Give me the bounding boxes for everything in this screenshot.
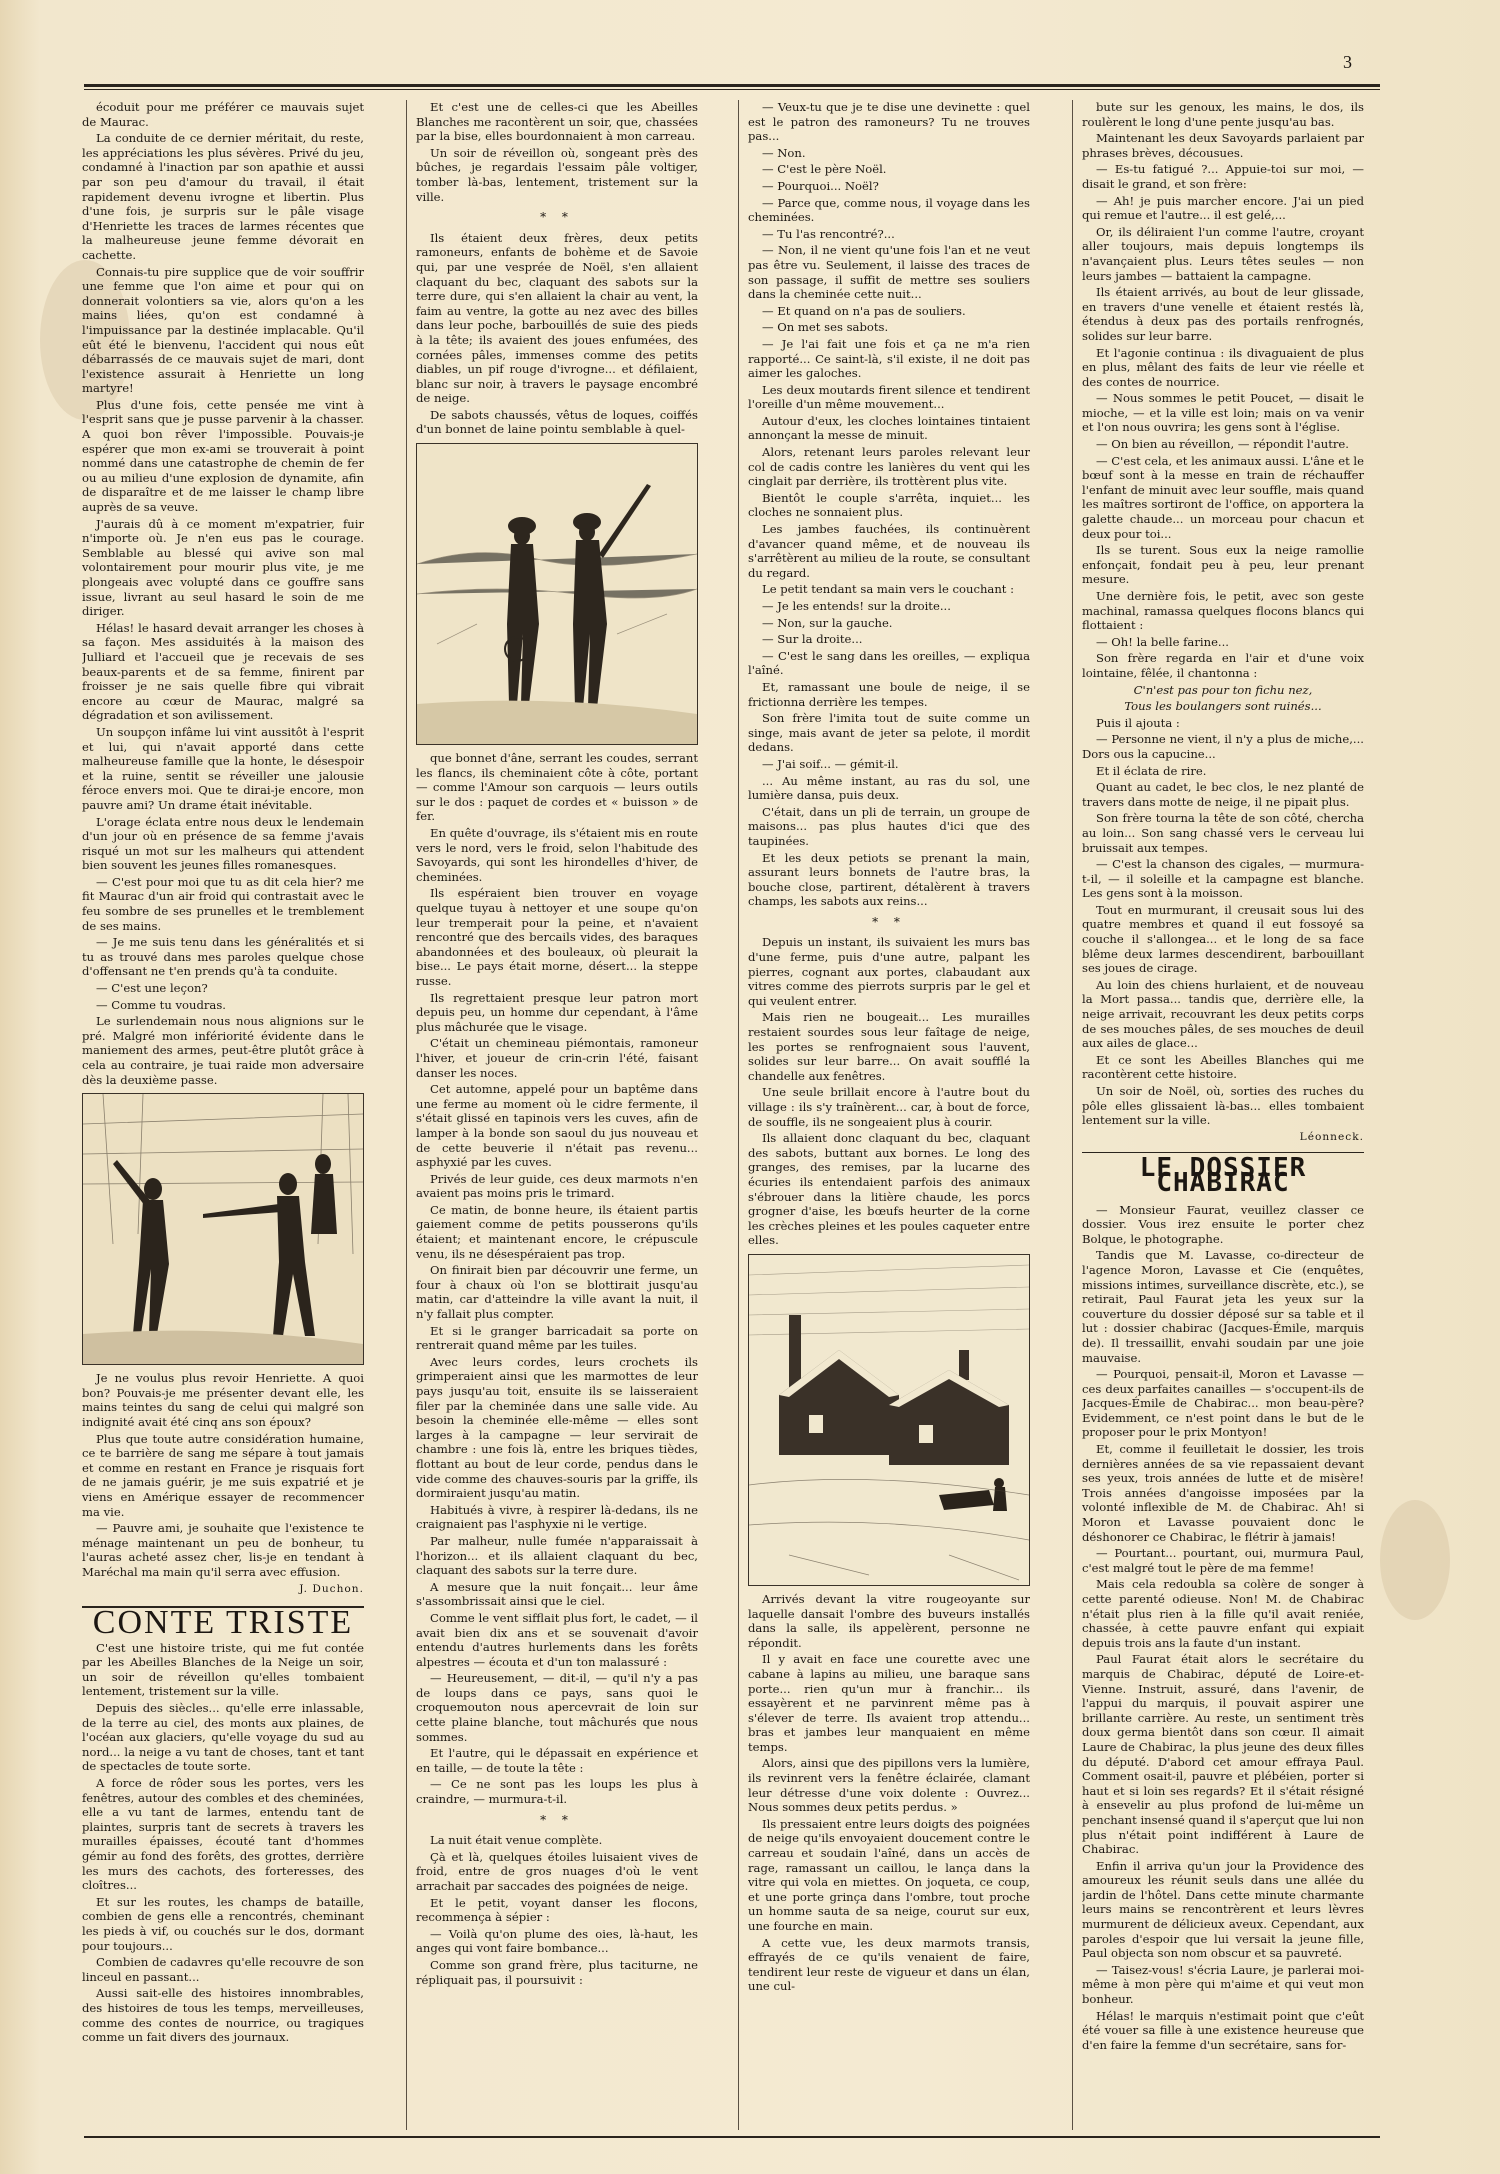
paragraph: — Ce ne sont pas les loups les plus à craindre, — murmura-t-il. [416,1777,698,1807]
paragraph: Habitués à vivre, à respirer là-dedans, ils ne craignaient pas l'asphyxie ni le vertige. [416,1502,698,1532]
paragraph: Hélas! le marquis n'estimait point que c'eût été vouer sa fille à une existence heureuse que d'en faire la femme d'un secrétaire, sans for- [1082,2008,1364,2052]
paragraph: — Ah! je puis marcher encore. J'ai un pied qui remue et l'autre... il est gelé,... [1082,193,1364,223]
paragraph: — Pourquoi, pensait-il, Moron et Lavasse — ces deux parfaites canailles — s'occupent-ils de Jacques-Émile de Chabirac... mon beau-père? Evidemment, ce n'est point dans le but de le proposer pour le prix Montyon! [1082,1367,1364,1440]
signature: Léonneck. [1299,1130,1364,1143]
paragraph: La conduite de ce dernier méritait, du reste, les appréciations les plus sévères. Privé du jeu, condamné à l'inaction par son apathie et aussi par son peu d'amour du travail, il était rapidement devenu ivrogne et libertin. Plus d'une fois, je surpris sur le pâle visage d'Henriette les traces de larmes récentes que la malheureuse jeune femme dévorait en cachette. [82,131,364,262]
paragraph: Depuis un instant, ils suivaient les murs bas d'une ferme, puis d'une autre, palpant les pierres, cognant aux portes, clabaudant aux vitres comme des pierrots surpris par le gel et qui veulent entrer. [748,935,1030,1008]
paragraph: Or, ils déliraient l'un comme l'autre, croyant aller toujours, mais depuis longtemps ils n'avançaient plus. Leurs têtes seules — non leurs jambes — battaient la campagne. [1082,224,1364,283]
column-4 [1082,100,1364,2130]
paragraph: Mais rien ne bougeait... Les murailles restaient sourdes sous leur faîtage de neige, les portes se renfrognaient sous l'auvent, solides sur leur barre... On avait soufflé la chandelle aux fenêtres. [748,1010,1030,1083]
footer-rule [84,2136,1380,2138]
paragraph: Ils se turent. Sous eux la neige ramollie enfonçait, fondait peu à peu, leur prenant mesure. [1082,543,1364,587]
paragraph: Et l'autre, qui le dépassait en expérience et en taille, — de toute la tête : [416,1746,698,1775]
paragraph: C'était, dans un pli de terrain, un groupe de maisons... pas plus hautes d'ici que des taupinées. [748,804,1030,848]
paragraph: Enfin il arriva qu'un jour la Providence des amoureux les réunit seuls dans une allée du jardin de l'hôtel. Dans cette minute charmante leurs mains se rencontrèrent et leurs lèvres murmurent de délicieux aveux. Cependant, aux paroles d'espoir que lui versait la jeune fille, Paul objecta son nom obscur et sa pauvreté. [1082,1858,1364,1961]
paragraph: La nuit était venue complète. [430,1833,603,1848]
paragraph: Plus que toute autre considération humaine, ce te barrière de sang me sépare à tout jamais et comme en restant en France je risquais fort de ne jamais guérir, je me suis expatrié et je viens en Amérique essayer de recommencer ma vie. [82,1431,364,1519]
paragraph: Çà et là, quelques étoiles luisaient vives de froid, entre de gros nuages d'où le vent arrachait par saccades des poignées de neige. [416,1849,698,1893]
paragraph: Paul Faurat était alors le secrétaire du marquis de Chabirac, député de Loire-et-Vienne. Instruit, assuré, dans l'avenir, de l'appui du marquis, il pouvait aspirer une brillante carrière. Au reste, un sentiment très doux germa bientôt dans son cœur. Il aimait Laure de Chabirac, la plus jeune des deux filles du député. D'abord cet amour effraya Paul. Comment osait-il, pauvre et plébéien, porter si haut et si loin ses regards? Et il s'était résigné à ensevelir au plus profond de lui-même un penchant insensé quand il s'aperçut que lui non plus n'était point indifférent à Laure de Chabirac. [1082,1652,1364,1857]
paragraph: — Et quand on n'a pas de souliers. [762,303,966,318]
paragraph: Autour d'eux, les cloches lointaines tintaient annonçant la messe de minuit. [748,413,1030,443]
paragraph: On finirait bien par découvrir une ferme, un four à chaux où l'on se blottirait jusqu'au matin, car d'atteindre la ville avant la nuit, il n'y fallait plus compter. [416,1263,698,1322]
header-rule [84,84,1380,87]
paragraph: C'est une histoire triste, qui me fut contée par les Abeilles Blanches de la Neige un soir, un soir de réveillon qu'elles tombaient lentement, tristement sur la ville. [82,1640,364,1699]
paragraph: A cette vue, les deux marmots transis, effrayés de ce qu'ils venaient de faire, tendirent leur reste de vigueur et dans un élan, une cul- [748,1935,1030,1994]
paragraph: Ils regrettaient presque leur patron mort depuis peu, un homme dur cependant, à l'âme plus mâchurée que le visage. [416,990,698,1034]
paragraph: — Oh! la belle farine... [1096,634,1229,649]
paragraph: Comme le vent sifflait plus fort, le cadet, — il avait bien dix ans et se souvenait d'avoir entendu d'autres hurlements dans les forêts alpestres — écouta et d'un ton malassuré : [416,1610,698,1669]
paragraph: — Heureusement, — dit-il, — qu'il n'y a pas de loups dans ce pays, sans quoi le croquemouton nous apercevrait de loin sur cette plaine blanche, tout mâchurés que nous sommes. [416,1671,698,1744]
paragraph: Un soir de Noël, où, sorties des ruches du pôle elles glissaient là-bas... elles tombaient lentement sur la ville. [1082,1084,1364,1128]
column-divider [738,100,739,2130]
paragraph: Mais cela redoubla sa colère de songer à cette parenté odieuse. Non! M. de Chabirac n'était plus rien à la fille qu'il avait reniée, chassée, à cette pauvre enfant qui expiait depuis trois ans la faute d'un instant. [1082,1577,1364,1650]
paragraph: Alors, ainsi que des pipillons vers la lumière, ils revinrent vers la fenêtre éclairée, clamant leur détresse d'une voix dolente : Ouvrez... Nous sommes deux petits perdus. » [748,1756,1030,1815]
paragraph: — Voilà qu'on plume des oies, là-haut, les anges qui vont faire bombance... [416,1926,698,1956]
paragraph: Puis il ajouta : [1096,715,1180,730]
paragraph: Hélas! le hasard devait arranger les choses à sa façon. Mes assiduités à la maison des Julliard et l'accueil que je recevais de ses beaux-parents et de sa femme, finirent par froisser je ne sais quelle fibre qui vibrait encore au cœur de Maurac, malgré sa dégradation et son avilissement. [82,620,364,723]
paragraph: Un soupçon infâme lui vint aussitôt à l'esprit et lui, qui n'avait apporté dans cette malheureuse famille que la honte, le désespoir et la ruine, sentit se réveiller une jalousie féroce envers moi. Que te dirai-je encore, mon pauvre ami? Un drame était inévitable. [82,724,364,812]
paragraph: Et l'agonie continua : ils divaguaient de plus en plus, mêlant des faits de leur vie réelle et des contes de nourrice. [1082,345,1364,389]
paragraph: Ils pressaient entre leurs doigts des poignées de neige qu'ils envoyaient doucement contre le carreau et soudain l'aîné, dans un accès de rage, ramassant un caillou, le lança dans la vitre qui vola en miettes. On joqueta, ce coup, et une porte grinça dans l'ombre, tout proche un homme sauta de sa neige, courut sur eux, une fourche en main. [748,1816,1030,1933]
paragraph: — Je l'ai fait une fois et ça ne m'a rien rapporté... Ce saint-là, s'il existe, il ne doit pas aimer les galoches. [748,336,1030,381]
paragraph: De sabots chaussés, vêtus de loques, coiffés d'un bonnet de laine pointu semblable à quel- [416,407,698,437]
paragraph: que bonnet d'âne, serrant les coudes, serrant les flancs, ils cheminaient côte à côte, portant — comme l'Amour son carquois — leurs outils sur le dos : paquet de cordes et « buisson » de fer. [416,751,698,824]
paragraph: — C'est le père Noël. [762,162,887,177]
paper-stain [1380,1500,1450,1620]
duel-illustration [82,1093,364,1365]
paragraph: Une dernière fois, le petit, avec son geste machinal, ramassa quelques flocons blancs qui flottaient : [1082,589,1364,633]
paragraph: — C'est le sang dans les oreilles, — expliqua l'aîné. [748,648,1030,678]
paragraph: Arrivés devant la vitre rougeoyante sur laquelle dansait l'ombre des buveurs installés dans la salle, ils appelèrent, personne ne répondit. [748,1591,1030,1650]
column-divider [406,100,407,2130]
paragraph: Ils espéraient bien trouver en voyage quelque tuyau à nettoyer et une soupe qu'on leur tremperait pour la peine, et n'avaient rencontré que des bercails vides, des baraques abandonnées et des bouleaux, où pleurait la bise... Le pays était morne, désert... la steppe russe. [416,886,698,988]
paragraph: — Non. [762,145,806,160]
paragraph: — Je les entends! sur la droite... [762,599,951,613]
paragraph: Une seule brillait encore à l'autre bout du village : ils s'y traînèrent... car, à bout de force, de souffle, ils ne songeaient plus à courir. [748,1085,1030,1129]
paragraph: Et les deux petiots se prenant la main, assurant leurs bonnets de l'autre bras, la bouche close, partirent, détalèrent à travers champs, les sabots aux reins... [748,850,1030,909]
paragraph: — Non, il ne vient qu'une fois l'an et ne veut pas être vu. Seulement, il laisse des traces de son passage, il suffit de mettre ses souliers dans la cheminée cette nuit... [748,243,1030,302]
paragraph: Cet automne, appelé pour un baptême dans une ferme au moment où le cidre fermente, il s'était glissé en tapinois vers les cuves, afin de lamper à la bonde son saoul du jus nouveau et de cette beuverie il n'était pas revenu... asphyxié par les cuves. [416,1082,698,1170]
paragraph: — Taisez-vous! s'écria Laure, je parlerai moi-même à mon père qui m'aime et qui veut mon bonheur. [1082,1962,1364,2007]
paragraph: — Pauvre ami, je souhaite que l'existence te ménage maintenant un peu de bonheur, tu l'auras acheté assez cher, lis-je en tendant à Maréchal ma main qu'il serra avec effusion. [82,1521,364,1579]
paragraph: Et, ramassant une boule de neige, il se frictionna derrière les tempes. [748,679,1030,709]
paragraph: — Je me suis tenu dans les généralités et si tu as trouvé dans mes paroles quelque chose d'offensant ne t'en prends qu'à ta conduite. [82,935,364,979]
paragraph: — C'est pour moi que tu as dit cela hier? me fit Maurac d'un air froid qui contrastait avec le feu sombre de ses prunelles et le tremblement de ses mains. [82,874,364,933]
paragraph: Par malheur, nulle fumée n'apparaissait à l'horizon... et ils allaient claquant du bec, claquant des sabots sur la terre dure. [416,1533,698,1578]
paragraph: Maintenant les deux Savoyards parlaient par phrases brèves, décousues. [1082,131,1364,160]
paragraph: Et ce sont les Abeilles Blanches qui me racontèrent cette histoire. [1082,1052,1364,1082]
paragraph: Je ne voulus plus revoir Henriette. A quoi bon? Pouvais-je me présenter devant elle, les mains teintes du sang de celui qui malgré son indignité avait été cinq ans son époux? [82,1371,364,1429]
paragraph: J'aurais dû à ce moment m'expatrier, fuir n'importe où. Je n'en eus pas le courage. Semblable au blessé qui avive son mal volontairement pour mourir plus vite, je me plongeais avec volupté dans ce gouffre sans issue, livrant au seul hasard le soin de me diriger. [82,516,364,619]
paragraph: Et il éclata de rire. [1096,763,1207,778]
paragraph: Combien de cadavres qu'elle recouvre de son linceul en passant... [82,1955,364,1984]
snowy-village-illustration [748,1254,1030,1586]
paragraph: Comme son grand frère, plus taciturne, ne répliquait pas, il poursuivit : [416,1957,698,1987]
paragraph: Tandis que M. Lavasse, co-directeur de l'agence Moron, Lavasse et Cie (enquêtes, missions intimes, surveillance discrète, etc.), se retirait, Paul Faurat jeta les yeux sur la couverture du dossier déposé sur sa table et il lut : dossier chabirac (Jacques-Émile, marquis de). Il tressaillit, envahi soudain par une joie mauvaise. [1082,1248,1364,1365]
paragraph: Et c'est une de celles-ci que les Abeilles Blanches me racontèrent un soir, que, chassées par la bise, elles bourdonnaient à mon carreau. [416,100,698,144]
paragraph: Aussi sait-elle des histoires innombrables, des histoires de tous les temps, merveilleuses, comme des contes de nourrice, ou tragiques comme un fait divers des journaux. [82,1986,364,2045]
paragraph: — On met ses sabots. [762,320,889,335]
paragraph: Ce matin, de bonne heure, ils étaient partis gaiement comme de petits pousserons qu'ils étaient; et maintenant encore, le crépuscule venu, ils ne désespéraient pas trop. [416,1202,698,1261]
paragraph: — Es-tu fatigué ?... Appuie-toi sur moi, — disait le grand, et son frère: [1082,162,1364,191]
paragraph: Les jambes fauchées, ils continuèrent d'avancer quand même, et de nouveau ils s'arrêtèrent au milieu de la route, se consultant du regard. [748,522,1030,580]
paragraph: Quant au cadet, le bec clos, le nez planté de travers dans motte de neige, il ne pipait plus. [1082,780,1364,809]
section-title-conte-triste: CONTE TRISTE [82,1606,364,1631]
header-rule-thin [84,89,1380,90]
column-1 [82,100,364,2130]
sweeps-illustration [416,443,698,745]
paragraph: — C'est une leçon? [96,981,208,996]
paragraph: — Sur la droite... [762,632,863,647]
paragraph: — C'est cela, et les animaux aussi. L'âne et le bœuf sont à la messe en train de réchauffer l'enfant de minuit avec leur souffle, mais quand les maîtres sortiront de l'office, on apportera la galette chaude... un morceau pour chacun et deux pour toi... [1082,453,1364,541]
paragraph: — Personne ne vient, il n'y a plus de miche,... Dors ous la capucine... [1082,732,1364,761]
paragraph: Un soir de réveillon où, songeant près des bûches, je regardais l'essaim pâle voltiger, tomber là-bas, lentement, tristement sur la ville. [416,145,698,204]
paragraph: — Pourtant... pourtant, oui, murmura Paul, c'est malgré tout le père de ma femme! [1082,1546,1364,1575]
verse-line: Tous les boulangers sont ruinés... [1124,699,1322,714]
paragraph: Ils allaient donc claquant du bec, claquant des sabots, buttant aux bornes. Le long des granges, des remises, par la lucarne des écuries ils entendaient parfois des animaux s'ébrouer dans la litière chaude, les porcs grogner d'aise, les bœufs heurter de la corne les crèches pleines et les poules caqueter entre elles. [748,1131,1030,1248]
paragraph: Le surlendemain nous nous alignions sur le pré. Malgré mon infériorité évidente dans le maniement des armes, peut-être plutôt grâce à cela au contraire, je tuai raide mon adversaire dès la deuxième passe. [82,1014,364,1087]
page-number: 3 [1343,52,1352,72]
paragraph: Alors, retenant leurs paroles relevant leur col de cadis contre les lanières du vent qui les cinglait par derrière, ils trottèrent plus vite. [748,445,1030,489]
paragraph: Et le petit, voyant danser les flocons, recommença à sépier : [416,1895,698,1925]
paragraph: Bientôt le couple s'arrêta, inquiet... les cloches ne sonnaient plus. [748,490,1030,520]
paragraph: — Pourquoi... Noël? [762,178,879,193]
paragraph: Tout en murmurant, il creusait sous lui des quatre membres et quand il eut fossoyé sa couche il s'allongea... et le long de sa face blême deux larmes descendirent, barbouillant ses joues de cirage. [1082,902,1364,976]
paragraph: Son frère l'imita tout de suite comme un singe, mais avant de jeter sa pelote, il mordit dedans. [748,711,1030,755]
paragraph: Au loin des chiens hurlaient, et de nouveau la Mort passa... tandis que, derrière elle, la neige arrivait, recouvrant les deux petits corps de ses mouches pâles, de ses mouches de deuil aux ailes de glace... [1082,977,1364,1051]
paragraph: En quête d'ouvrage, ils s'étaient mis en route vers le nord, vers le froid, selon l'habitude des Savoyards, qui sont les hirondelles d'hiver, de cheminées. [416,826,698,884]
column-3 [748,100,1030,2130]
paragraph: Et sur les routes, les champs de bataille, combien de gens elle a rencontrés, cheminant les pieds à vif, ou couchés sur le dos, dormant pour toujours... [82,1894,364,1953]
paragraph: Son frère tourna la tête de son côté, chercha au loin... Son sang chassé vers le cerveau lui bruissait aux tempes. [1082,811,1364,855]
column-2 [416,100,698,2130]
column-divider [1072,100,1073,2130]
paragraph: — Non, sur la gauche. [762,615,893,630]
section-stars: * * [540,1812,574,1827]
paragraph: Les deux moutards firent silence et tendirent l'oreille d'un même mouvement... [748,382,1030,412]
section-stars: * * [540,210,574,225]
paragraph: ... Au même instant, au ras du sol, une lumière dansa, puis deux. [748,773,1030,803]
paragraph: A force de rôder sous les portes, vers les fenêtres, autour des combles et des cheminées, elle a vu tant de larmes, entendu tant de plaintes, surpris tant de secrets à travers les murailles épaisses, écouté tant d'hommes gémir au fond des forêts, des grottes, derrière les murs des cachots, des forteresses, des cloîtres... [82,1776,364,1893]
paragraph: Il y avait en face une courette avec une cabane à lapins au milieu, une baraque sans porte... rien qu'un mur à franchir... ils essayèrent et ne parvinrent même pas à s'élever de terre. Ils avaient trop attendu... bras et jambes leur manquaient en même temps. [748,1652,1030,1754]
paragraph: — Monsieur Faurat, veuillez classer ce dossier. Vous irez ensuite le porter chez Bolque, le photographe. [1082,1202,1364,1246]
paragraph: — Comme tu voudras. [96,997,226,1012]
paragraph: — Veux-tu que je te dise une devinette : quel est le patron des ramoneurs? Tu ne trouves pas... [748,100,1030,144]
paragraph: Connais-tu pire supplice que de voir souffrir une femme que l'on aime et pour qui on donnerait volontiers sa vie, alors qu'on a les mains liées, qu'on est condamné à l'impuissance par la destinée implacable. Qu'il eût été le bienvenu, l'accident qui nous eût débarrassés de ce mauvais sujet de mari, dont l'existence assurait à Henriette un long martyre! [82,264,364,396]
paragraph: — Nous sommes le petit Poucet, — disait le mioche, — et la ville est loin; mais on va venir et l'on nous ouvrira; les gens sont à l'église. [1082,391,1364,435]
paragraph: Privés de leur guide, ces deux marmots n'en avaient pas moins pris le trimard. [416,1171,698,1201]
paragraph: A mesure que la nuit fonçait... leur âme s'assombrissait ainsi que le ciel. [416,1579,698,1609]
paragraph: Et si le granger barricadait sa porte on rentrerait quand même par les tuiles. [416,1323,698,1353]
paragraph: L'orage éclata entre nous deux le lendemain d'un jour où en présence de sa femme j'avais risqué un mot sur les malheurs qui attendent bien souvent les jeunes filles romanesques. [82,814,364,873]
paragraph: Le petit tendant sa main vers le couchant : [762,582,1015,597]
section-stars: * * [872,914,906,929]
paragraph: — J'ai soif... — gémit-il. [762,756,899,771]
paragraph: — Tu l'as rencontré?... [762,226,895,241]
paragraph: bute sur les genoux, les mains, le dos, ils roulèrent le long d'une pente jusqu'au bas. [1082,100,1364,129]
paragraph: — C'est la chanson des cigales, — murmura-t-il, — il soleille et la campagne est blanche. Les gens sont à la moisson. [1082,857,1364,901]
signature: J. Duchon. [299,1582,364,1595]
paragraph: Son frère regarda en l'air et d'une voix lointaine, fêlée, il chantonna : [1082,651,1364,680]
paragraph: Plus d'une fois, cette pensée me vint à l'esprit sans que je pusse parvenir à la chasser. A quoi bon rêver l'impossible. Pouvais-je espérer que mon ex-ami se trouverait à point nommé dans une catastrophe de chemin de fer ou au milieu d'une explosion de dynamite, afin de disparaître et de me laisser le champ libre auprès de sa veuve. [82,397,364,515]
section-title-dossier-chabirac: LE DOSSIER CHABIRAC [1139,1153,1307,1198]
verse-line: C'n'est pas pour ton fichu nez, [1133,682,1313,697]
paragraph: Ils étaient arrivés, au bout de leur glissade, en travers d'une venelle et étaient restés là, étendus à deux pas des portails renfrognés, solides sur leur barre. [1082,285,1364,343]
paragraph: Et, comme il feuilletait le dossier, les trois dernières années de sa vie repassaient devant ses yeux, trois années de lutte et de misère! Trois années d'angoisse imposées par la volonté inflexible de M. de Chabirac. Ah! si Moron et Lavasse pouvaient donc le déshonorer ce Chabirac, le flétrir à jamais! [1082,1442,1364,1544]
paragraph: Ils étaient deux frères, deux petits ramoneurs, enfants de bohème et de Savoie qui, par une vesprée de Noël, s'en allaient claquant du bec, claquant des sabots sur la terre dure, qui s'en allaient la chair au vent, la faim au ventre, la gotte au nez avec des billes dans leur poche, barbouillés de suie des pieds à la tête; ils avaient des joues enfumées, des cornées pâles, immenses comme des petits diables, un pif rouge d'ivrogne... et défilaient, blanc sur noir, à travers le paysage encombré de neige. [416,230,698,406]
paragraph: — On bien au réveillon, — répondit l'autre. [1096,437,1349,452]
paragraph: écoduit pour me préférer ce mauvais sujet de Maurac. [82,100,364,129]
paragraph: C'était un chemineau piémontais, ramoneur l'hiver, et joueur de crin-crin l'été, faisant danser les noces. [416,1036,698,1080]
paragraph: Depuis des siècles... qu'elle erre inlassable, de la terre au ciel, des monts aux plaines, de l'océan aux glaciers, qu'elle voyage du sud au nord... la neige a vu tant de choses, tant et tant de spectacles de toute sorte. [82,1701,364,1774]
paragraph: — Parce que, comme nous, il voyage dans les cheminées. [748,195,1030,225]
paragraph: Avec leurs cordes, leurs crochets ils grimperaient ainsi que les marmottes de leur pays jusqu'au toit, ensuite ils se laisseraient filer par la cheminée dans une salle vide. Au besoin la cheminée elle-même — elles sont larges à la campagne — leur servirait de chambre : une fois là, entre les briques tièdes, flottant au bout de leur corde, pendus dans le vide comme des chauves-souris par la griffe, ils dormiraient jusqu'au matin. [416,1354,698,1501]
